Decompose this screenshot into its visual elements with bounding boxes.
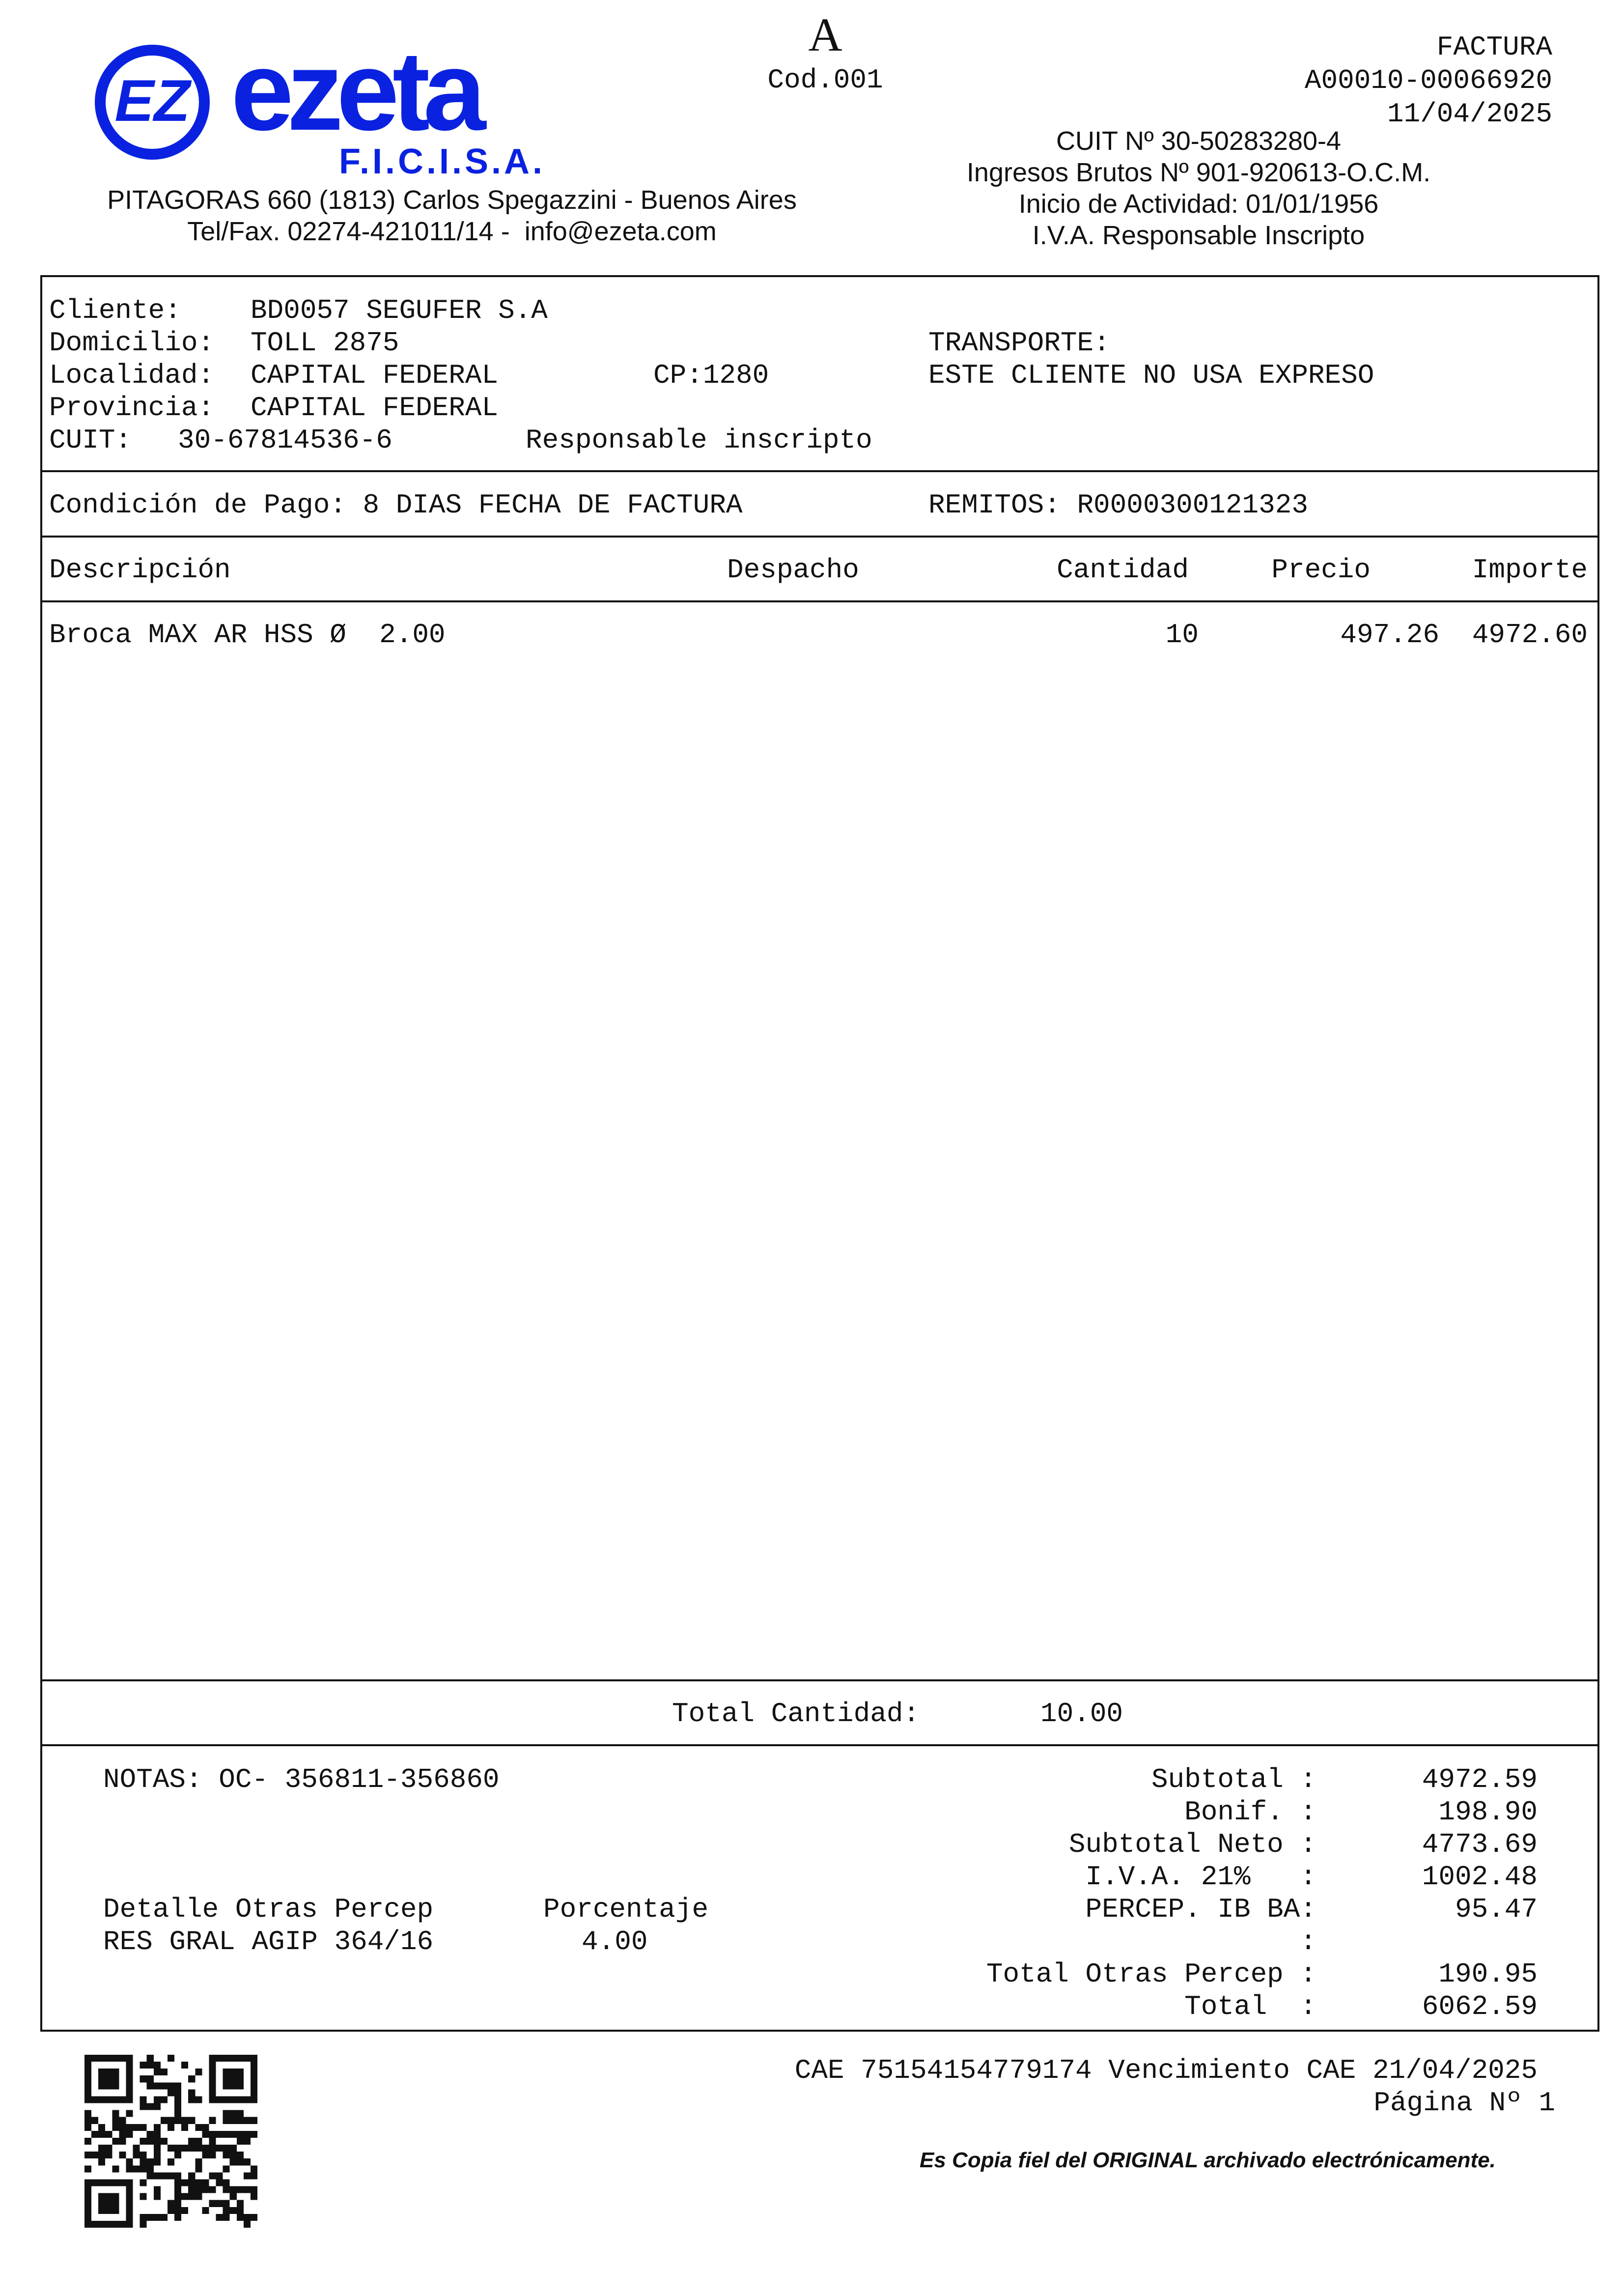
divider	[40, 1744, 1599, 1746]
company-iva-condition: I.V.A. Responsable Inscripto	[1032, 221, 1365, 250]
header-descripcion: Descripción	[49, 554, 231, 586]
percep-ib-value: 95.47	[1455, 1894, 1538, 1925]
header-importe: Importe	[1472, 554, 1588, 586]
logo-emblem-icon	[93, 43, 211, 161]
percep-percent-value: 4.00	[582, 1926, 648, 1957]
notes: NOTAS: OC- 356811-356860	[103, 1764, 500, 1795]
iva-value: 1002.48	[1422, 1861, 1538, 1893]
subtotal-label: Subtotal :	[1151, 1764, 1316, 1795]
subtotal-neto-value: 4773.69	[1422, 1829, 1538, 1860]
postal-code: CP:1280	[653, 360, 769, 391]
header-cantidad: Cantidad	[1057, 554, 1189, 586]
remitos: REMITOS: R0000300121323	[928, 489, 1308, 521]
table-row	[49, 621, 1592, 655]
total-otras-percep-label: Total Otras Percep :	[986, 1958, 1316, 1990]
percep-detail-label: Detalle Otras Percep	[103, 1894, 434, 1925]
payment-condition: Condición de Pago: 8 DIAS FECHA DE FACTURA	[49, 489, 743, 521]
total-otras-percep-value: 190.95	[1438, 1958, 1538, 1990]
provincia-value: CAPITAL FEDERAL	[251, 392, 499, 424]
invoice-number: A00010-00066920	[1304, 65, 1552, 96]
row-descripcion: Broca MAX AR HSS Ø 2.00	[49, 619, 446, 651]
bonif-value: 198.90	[1438, 1796, 1538, 1828]
subtotal-neto-label: Subtotal Neto :	[1068, 1829, 1316, 1860]
row-cantidad: 10	[1165, 619, 1199, 651]
client-iva-condition: Responsable inscripto	[526, 425, 872, 456]
client-cuit-value: 30-67814536-6	[178, 425, 392, 456]
header-precio: Precio	[1271, 554, 1371, 586]
logo-subtitle: F.I.C.I.S.A.	[339, 142, 546, 181]
invoice-date: 11/04/2025	[1387, 98, 1552, 130]
cliente-value: BD0057 SEGUFER S.A	[251, 295, 548, 326]
invoice-type: FACTURA	[1436, 31, 1552, 63]
transporte-label: TRANSPORTE:	[928, 327, 1110, 359]
total-value: 6062.59	[1422, 1991, 1538, 2022]
bonif-label: Bonif. :	[1184, 1796, 1316, 1828]
total-cantidad-value: 10.00	[1040, 1698, 1123, 1729]
divider	[40, 470, 1599, 472]
divider	[40, 600, 1599, 602]
percep-detail-value: RES GRAL AGIP 364/16	[103, 1926, 434, 1957]
qr-code-icon	[84, 2055, 257, 2228]
invoice-code: Cod.001	[767, 64, 883, 96]
row-importe: 4972.60	[1472, 619, 1588, 651]
company-contact: Tel/Fax. 02274-421011/14 - info@ezeta.com	[187, 217, 717, 246]
iva-label: I.V.A. 21% :	[1085, 1861, 1316, 1893]
company-cuit: CUIT Nº 30-50283280-4	[1056, 126, 1342, 156]
transporte-value: ESTE CLIENTE NO USA EXPRESO	[928, 360, 1374, 391]
percep-percent-label: Porcentaje	[543, 1894, 709, 1925]
total-cantidad-label: Total Cantidad:	[672, 1698, 920, 1729]
subtotal-value: 4972.59	[1422, 1764, 1538, 1795]
logo-emblem-text: EZ	[114, 68, 190, 134]
company-inicio-actividad: Inicio de Actividad: 01/01/1956	[1018, 189, 1379, 219]
copy-note: Es Copia fiel del ORIGINAL archivado electrónicamente.	[920, 2148, 1496, 2172]
divider	[40, 536, 1599, 538]
cae-info: CAE 75154154779174 Vencimiento CAE 21/04/2025	[794, 2055, 1538, 2086]
logo-wordmark: ezeta	[231, 28, 479, 154]
cliente-label: Cliente:	[49, 295, 181, 326]
provincia-label: Provincia:	[49, 392, 215, 424]
domicilio-label: Domicilio:	[49, 327, 215, 359]
total-label: Total :	[1184, 1991, 1316, 2022]
percep-ib-label: PERCEP. IB BA:	[1085, 1894, 1316, 1925]
invoice-letter: A	[808, 8, 842, 61]
empty-total-label: :	[1300, 1926, 1316, 1957]
localidad-value: CAPITAL FEDERAL	[251, 360, 499, 391]
page-number: Página Nº 1	[1373, 2087, 1555, 2119]
divider	[40, 1679, 1599, 1681]
client-cuit-label: CUIT:	[49, 425, 132, 456]
localidad-label: Localidad:	[49, 360, 215, 391]
company-address: PITAGORAS 660 (1813) Carlos Spegazzini - Buenos Aires	[107, 185, 797, 215]
domicilio-value: TOLL 2875	[251, 327, 399, 359]
row-precio: 497.26	[1340, 619, 1439, 651]
header-despacho: Despacho	[727, 554, 859, 586]
company-ingresos-brutos: Ingresos Brutos Nº 901-920613-O.C.M.	[966, 158, 1431, 187]
